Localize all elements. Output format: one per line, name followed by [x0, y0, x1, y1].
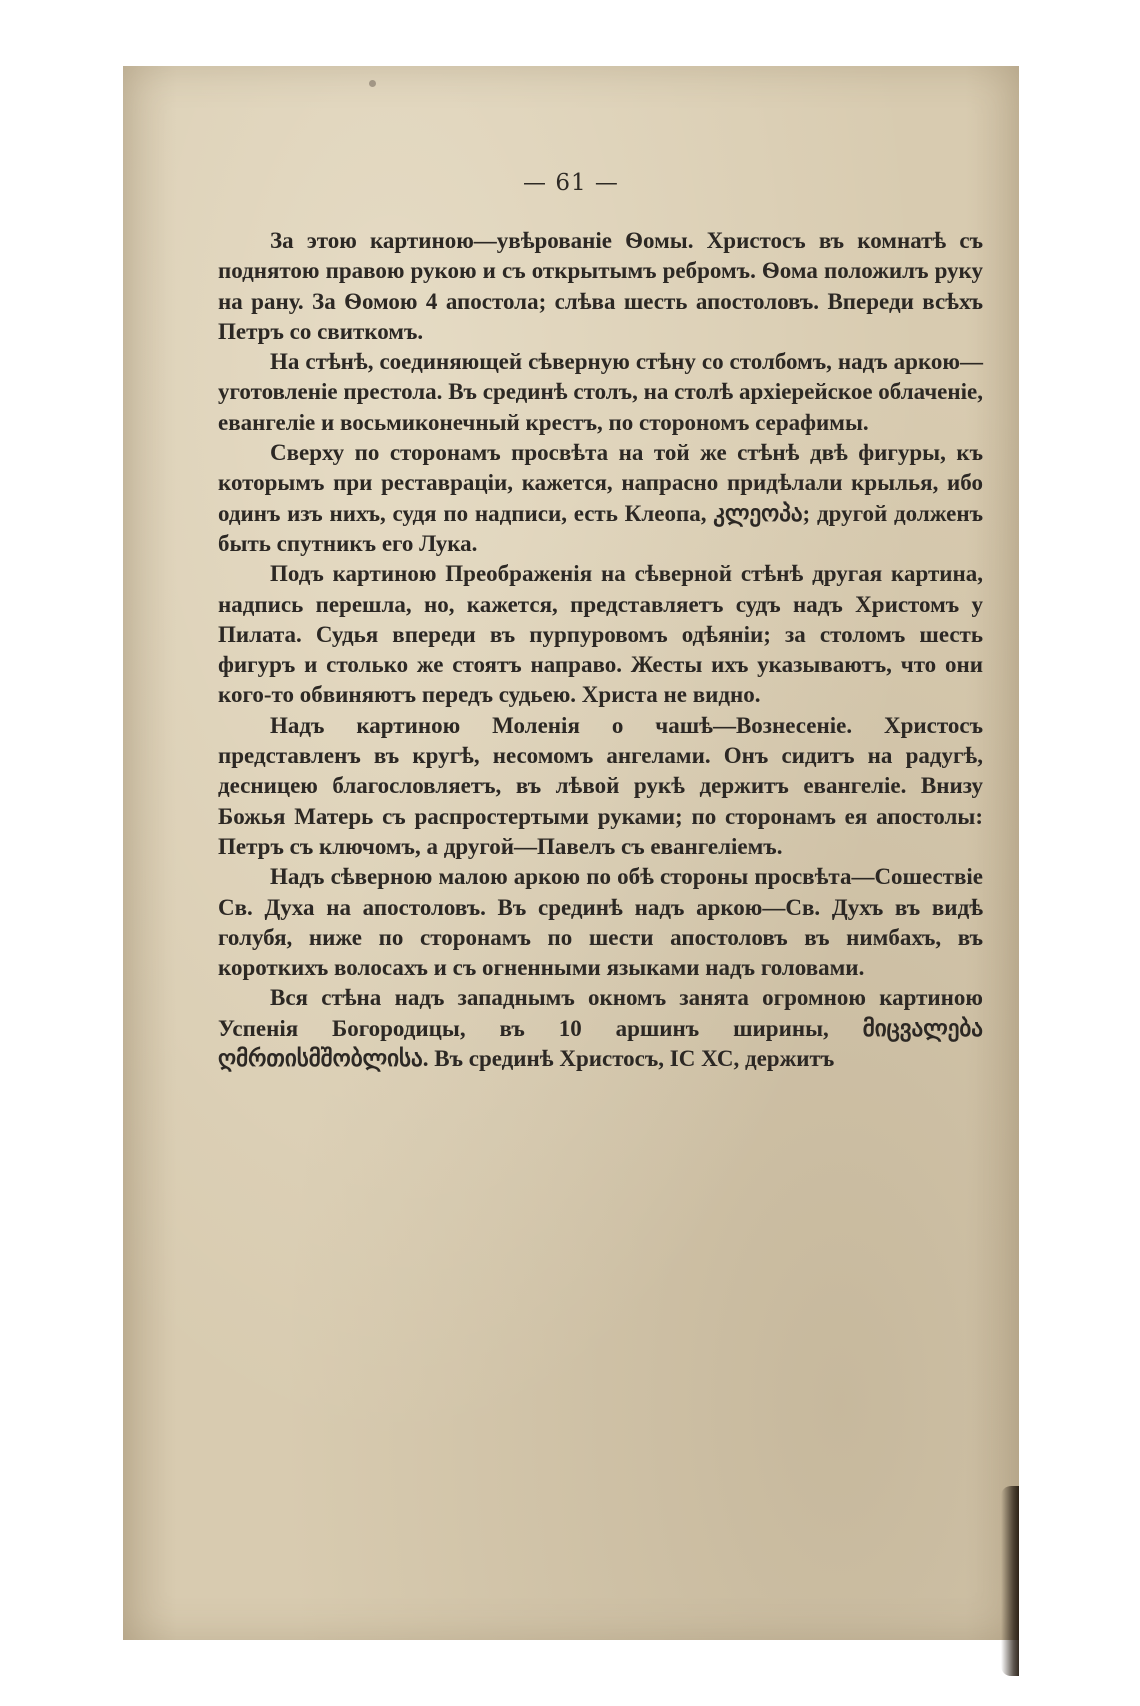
paragraph-7: Вся стѣна надъ западнымъ окномъ занята огромною картиною Успенія Богородицы, въ 10 аршинъ ширины, მიცვალება ღმრთისმშობლისა. Въ срединѣ Христосъ, IС ХС, держитъ — [218, 985, 983, 1072]
page-number: — 61 — — [523, 170, 619, 196]
ink-speck — [369, 80, 376, 87]
page-edge-shadow — [1001, 1486, 1019, 1676]
paragraph-3: Сверху по сторонамъ просвѣта на той же стѣнѣ двѣ фигуры, къ которымъ при реставраціи, кажется, напрасно придѣлали крылья, ибо одинъ изъ нихъ, судя по надписи, есть Клеопа, კლეოპა; другой долженъ быть спутникъ его Лука. — [218, 440, 983, 556]
paragraph-6: Надъ сѣверною малою аркою по обѣ стороны просвѣта—Сошествіе Св. Духа на апостоловъ. Въ срединѣ надъ аркою—Св. Духъ въ видѣ голубя, ниже по сторонамъ по шести апостоловъ въ нимбахъ, въ короткихъ волосахъ и съ огненными языками надъ головами. — [218, 864, 983, 981]
paragraph-2: На стѣнѣ, соединяющей сѣверную стѣну со столбомъ, надъ аркою—уготовленіе престола. Въ срединѣ столъ, на столѣ архіерейское облаченіе, евангеліе и восьмиконечный крестъ, по сторономъ серафимы. — [218, 349, 983, 435]
scanned-page — [123, 66, 1019, 1640]
paragraph-5: Надъ картиною Моленія о чашѣ—Вознесеніе. Христосъ представленъ въ кругѣ, несомомъ ангелами. Онъ сидитъ на радугѣ, десницею благословляетъ, въ лѣвой рукѣ держитъ евангеліе. Внизу Божья Матерь съ распростертыми руками; по сторонамъ ея апостолы: Петръ съ ключомъ, а другой—Павелъ съ евангеліемъ. — [218, 712, 983, 859]
body-text — [218, 226, 983, 1074]
paragraph-4: Подъ картиною Преображенія на сѣверной стѣнѣ другая картина, надпись перешла, но, кажется, представляетъ судъ надъ Христомъ у Пилата. Судья впереди въ пурпуровомъ одѣяніи; за столомъ шесть фигуръ и столько же стоятъ направо. Жесты ихъ указываютъ, что они кого-то обвиняютъ передъ судьею. Христа не видно. — [218, 561, 983, 708]
paragraph-1: За этою картиною—увѣрованіе Ѳомы. Христосъ въ комнатѣ съ поднятою правою рукою и съ открытымъ ребромъ. Ѳома положилъ руку на рану. За Ѳомою 4 апостола; слѣва шесть апостоловъ. Впереди всѣхъ Петръ со свиткомъ. — [218, 228, 983, 344]
